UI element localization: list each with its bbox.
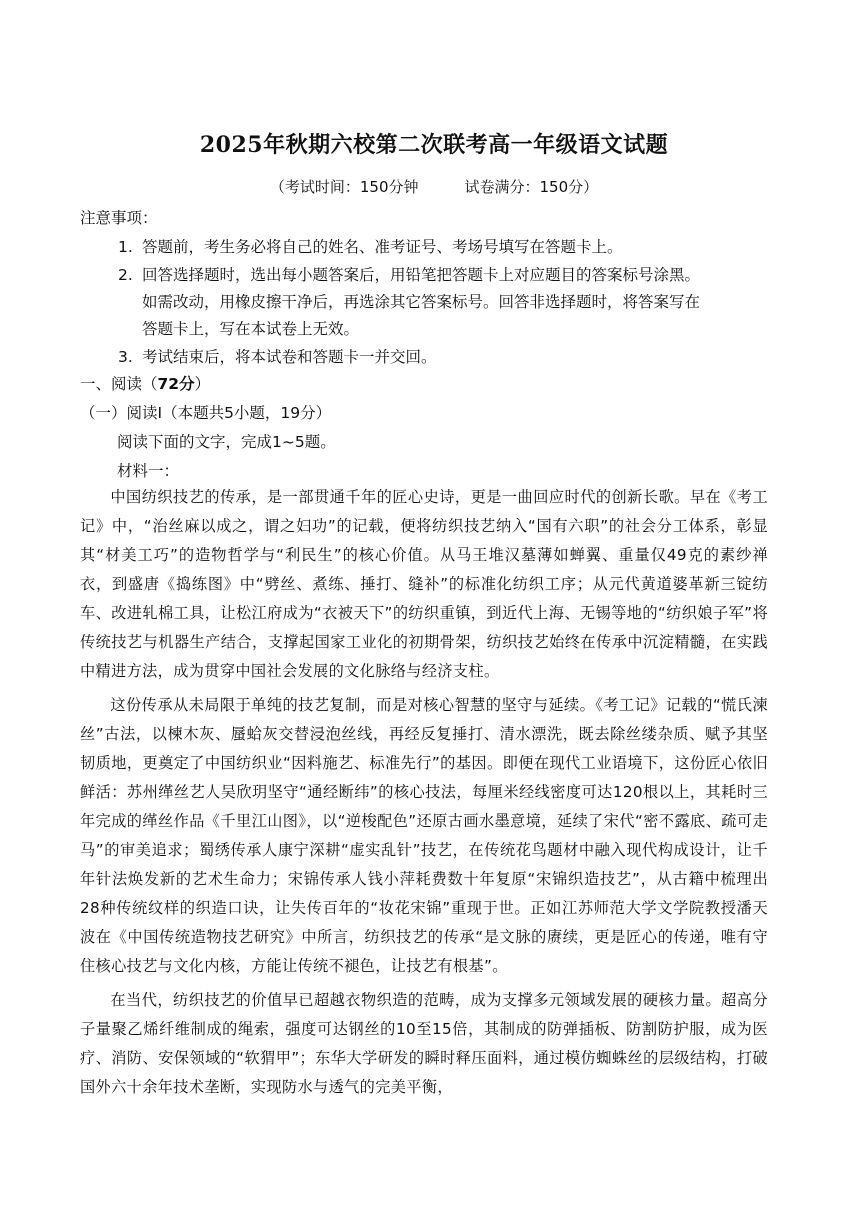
instruction-text: 阅读下面的文字，完成1~5题。 (117, 433, 336, 451)
exam-info (0, 176, 868, 197)
notice-item-1 (118, 235, 623, 257)
notice-item-text: 答题前，考生务必将自己的姓名、准考证号、考场号填写在答题卡上。 (142, 238, 623, 256)
notice-item-number: 3. (118, 348, 133, 366)
section-heading-score: 72分 (157, 375, 195, 393)
subsection-heading: （一）阅读Ⅰ（本题共5小题，19分） (80, 404, 332, 422)
notice-item-text: 考试结束后，将本试卷和答题卡一并交回。 (142, 348, 437, 366)
notice-heading: 注意事项： (80, 209, 158, 227)
notice-item-2-line-2: 如需改动，用橡皮擦干净后，再选涂其它答案标号。回答非选择题时，将答案写在 (142, 293, 701, 311)
page-title: 2025年秋期六校第二次联考高一年级语文试题 (199, 132, 669, 158)
section-heading (80, 372, 210, 394)
exam-time: （考试时间：150分钟 (269, 178, 419, 196)
notice-item-text: 回答选择题时，选出每小题答案后，用铅笔把答题卡上对应题目的答案标号涂黑。 (142, 266, 701, 284)
material-label: 材料一： (117, 462, 180, 480)
section-heading-suffix: ） (194, 375, 211, 393)
passage-paragraph-3: 在当代，纺织技艺的价值早已超越衣物织造的范畴，成为支撑多元领域发展的硬核力量。超高分子量聚乙烯纤维制成的绳索，强度可达钢丝的10至15倍，其制成的防弹插板、防割防护服，成为医疗、消防、安保领域的“软猬甲”；东华大学研发的瞬时释压面料，通过模仿蜘蛛丝的层级结构，打破国外六十余年技术垄断，实现防水与透气的完美平衡， (80, 991, 768, 1096)
passage-paragraph-1: 中国纺织技艺的传承，是一部贯通千年的匠心史诗，更是一曲回应时代的创新长歌。早在《考工记》中，“治丝麻以成之，谓之妇功”的记载，便将纺织技艺纳入“国有六职”的社会分工体系，彰显其“材美工巧”的造物哲学与“利民生”的核心价值。从马王堆汉墓薄如蝉翼、重量仅49克的素纱禅衣，到盛唐《捣练图》中“劈丝、煮练、捶打、缝补”的标准化纺织工序；从元代黄道婆革新三锭纺车、改进轧棉工具，让松江府成为“衣被天下”的纺织重镇，到近代上海、无锡等地的“纺织娘子军”将传统技艺与机器生产结合，支撑起国家工业化的初期骨架，纺织技艺始终在传承中沉淀精髓，在实践中精进方法，成为贯穿中国社会发展的文化脉络与经济支柱。 (80, 488, 768, 680)
notice-item-3 (118, 345, 437, 367)
notice-item-number: 2. (118, 266, 133, 284)
exam-score: 试卷满分：150分） (464, 178, 599, 196)
section-heading-prefix: 一、阅读（ (80, 375, 158, 393)
notice-item-2-line-3: 答题卡上，写在本试卷上无效。 (142, 320, 360, 338)
notice-item-2 (118, 263, 700, 285)
reading-passage (80, 483, 768, 1107)
passage-paragraph-2: 这份传承从未局限于单纯的技艺复制，而是对核心智慧的坚守与延续。《考工记》记载的“慌氏湅丝”古法，以楝木灰、蜃蛤灰交替浸泡丝线，再经反复捶打、清水漂洗，既去除丝缕杂质、赋予其坚韧质地，更奠定了中国纺织业“因料施艺、标准先行”的基因。即便在现代工业语境下，这份匠心依旧鲜活：苏州缂丝艺人吴欣玥坚守“通经断纬”的核心技法，每厘米经线密度可达120根以上，其耗时三年完成的缂丝作品《千里江山图》，以“逆梭配色”还原古画水墨意境，延续了宋代“密不露底、疏可走马”的审美追求；蜀绣传承人康宁深耕“虚实乱针”技艺，在传统花鸟题材中融入现代构成设计，让千年针法焕发新的艺术生命力；宋锦传承人钱小萍耗费数十年复原“宋锦织造技艺”，从古籍中梳理出28种传统纹样的织造口诀，让失传百年的“妆花宋锦”重现于世。正如江苏师范大学文学院教授潘天波在《中国传统造物技艺研究》中所言，纺织技艺的传承“是文脉的赓续，更是匠心的传递，唯有守住核心技艺与文化内核，方能让传统不褪色，让技艺有根基”。 (80, 696, 768, 975)
notice-item-number: 1. (118, 238, 133, 256)
